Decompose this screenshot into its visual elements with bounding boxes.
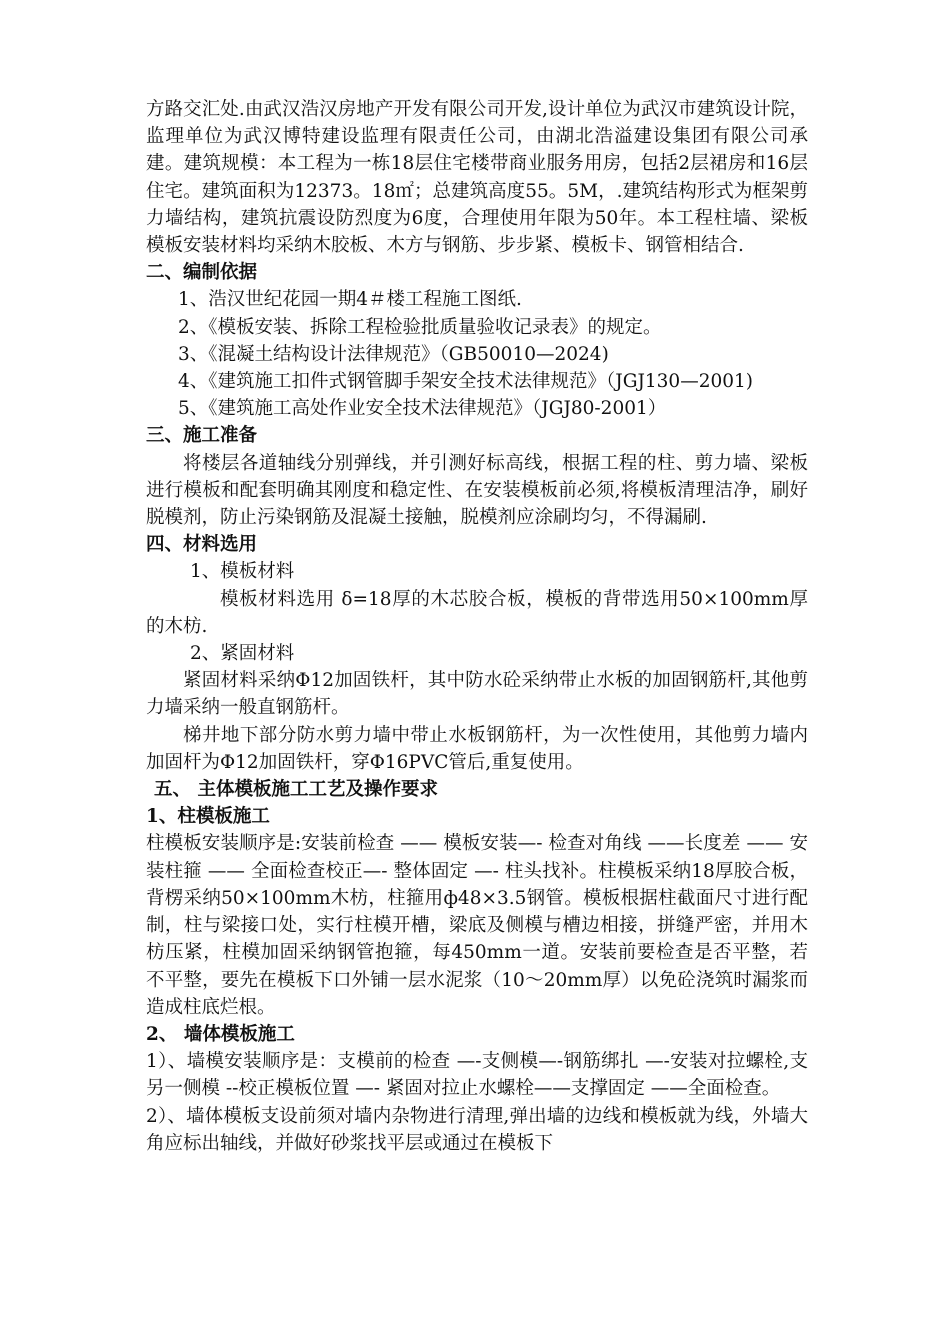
section-4-heading: 四、材料选用 [146,534,258,556]
reference-item: 3、《混凝土结构设计法律规范》（GB50010—2024) [178,343,609,365]
reference-item: 5、《建筑施工高处作业安全技术法律规范》（JGJ80-2001） [178,398,667,420]
section-3-body: 将楼层各道轴线分别弹线，并引测好标高线，根据工程的柱、剪力墙、梁板进行模板和配套明确其刚度和稳定性、在安装模板前必须,将模板清理洁净，刷好脱模剂，防止污染钢筋及混凝土接触，脱模剂应涂刷均匀，不得漏刷. [146,452,808,529]
wall-formwork-item-2: 2）、墙体模板支设前须对墙内杂物进行清理,弹出墙的边线和模板就为线，外墙大角应标出轴线，并做好砂浆找平层或通过在模板下 [146,1105,808,1154]
wall-formwork-item-1: 1）、墙模安装顺序是：支模前的检查 —-支侧模—-钢筋绑扎 —-安装对拉螺栓,支另一侧模 --校正模板位置 —- 紧固对拉止水螺栓——支撑固定 ——全面检查。 [146,1051,808,1100]
section-5-heading: 五、 主体模板施工工艺及操作要求 [154,779,438,801]
subsection-body: 紧固材料采纳Φ12加固铁杆，其中防水砼采纳带止水板的加固钢筋杆,其他剪力墙采纳一般直钢筋杆。 [146,670,808,719]
section-2-heading: 二、编制依据 [146,262,258,284]
wall-formwork-heading: 2、 墙体模板施工 [146,1023,295,1045]
reference-item: 4、《建筑施工扣件式钢管脚手架安全技术法律规范》（JGJ130—2001) [178,371,753,393]
column-formwork-body: 柱模板安装顺序是:安装前检查 —— 模板安装—- 检查对角线 ——长度差 —— 安装柱箍 —— 全面检查校正—- 整体固定 —- 柱头找补。柱模板采纳18厚胶合板，背楞采纳50×100mm木枋，柱箍用ф48×3.5钢管。模板根据柱截面尺寸进行配制，柱与梁接口处，实行柱模开槽，梁底及侧模与槽边相接，拼缝严密，并用木枋压紧，柱模加固采纳钢管抱箍，每450mm一道。安装前要检查是否平整，若不平整，要先在模板下口外铺一层水泥浆（10～20mm厚）以免砼浇筑时漏浆而造成柱底烂根。 [146,833,808,1018]
section-3-heading: 三、施工准备 [146,425,258,447]
subsection-body: 模板材料选用 δ=18厚的木芯胶合板，模板的背带选用50×100mm厚的木枋. [146,588,808,637]
subsection-title: 2、紧固材料 [190,643,295,665]
column-formwork-heading: 1、柱模板施工 [146,806,270,828]
subsection-title: 1、模板材料 [190,561,295,583]
subsection-body: 梯井地下部分防水剪力墙中带止水板钢筋杆，为一次性使用，其他剪力墙内加固杆为Φ12加固铁杆，穿Φ16PVC管后,重复使用。 [146,724,808,773]
reference-item: 1、浩汉世纪花园一期4＃楼工程施工图纸. [178,289,522,311]
reference-item: 2、《模板安装、拆除工程检验批质量验收记录表》的规定。 [178,316,662,338]
intro-paragraph: 方路交汇处.由武汉浩汉房地产开发有限公司开发,设计单位为武汉市建筑设计院，监理单位为武汉博特建设监理有限责任公司，由湖北浩溢建设集团有限公司承建。建筑规模：本工程为一栋18层住宅楼带商业服务用房，包括2层裙房和16层住宅。建筑面积为12373。18㎡；总建筑高度55。5M，.建筑结构形式为框架剪力墙结构，建筑抗震设防烈度为6度，合理使用年限为50年。本工程柱墙、梁板模板安装材料均采纳木胶板、木方与钢筋、步步紧、模板卡、钢管相结合. [146,99,808,257]
document-page [146,96,808,1157]
